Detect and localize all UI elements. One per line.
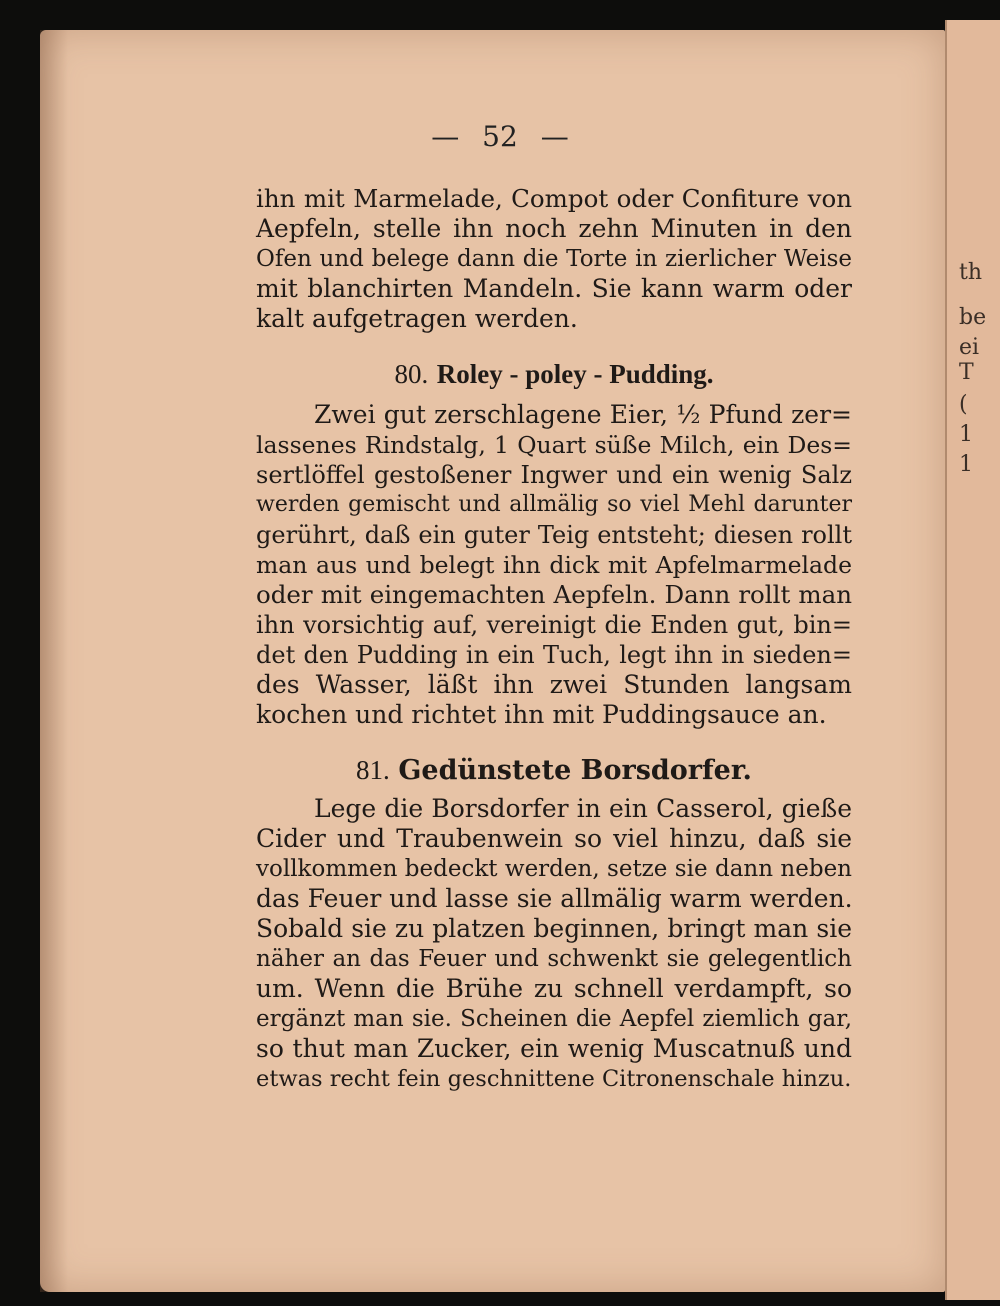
text-line: mit blanchirten Mandeln. Sie kann warm oder bbox=[256, 274, 852, 303]
text-line: Cider und Traubenwein so viel hinzu, daß sie bbox=[256, 824, 852, 853]
recipe-number: 80. bbox=[394, 359, 429, 389]
text-line: ihn mit Marmelade, Compot oder Confiture von bbox=[256, 184, 852, 213]
text-line: Zwei gut zerschlagene Eier, ½ Pfund zer= bbox=[314, 400, 852, 429]
text-line: um. Wenn die Brühe zu schnell verdampft, so bbox=[256, 974, 852, 1003]
adjacent-page-fragment: ( bbox=[959, 392, 968, 417]
text-line: etwas recht fein geschnittene Citronenschale hinzu. bbox=[256, 1066, 852, 1092]
text-line: Sobald sie zu platzen beginnen, bringt man sie bbox=[256, 914, 852, 943]
adjacent-page-fragment: 1 bbox=[959, 452, 973, 477]
text-line: das Feuer und lasse sie allmälig warm werden. bbox=[256, 884, 853, 913]
text-line: det den Pudding in ein Tuch, legt ihn in sieden= bbox=[256, 641, 852, 669]
adjacent-page-fragment: th bbox=[959, 260, 983, 285]
text-line: vollkommen bedeckt werden, setze sie dann neben bbox=[256, 856, 852, 882]
recipe-81-body bbox=[256, 794, 852, 1094]
adjacent-page-fragment: be bbox=[959, 305, 987, 330]
text-line: Ofen und belege dann die Torte in zierlicher Weise bbox=[256, 246, 852, 272]
adjacent-page-fragment: T bbox=[959, 360, 974, 385]
text-line: gerührt, daß ein guter Teig entsteht; diesen rollt bbox=[256, 521, 852, 549]
recipe-number: 81. bbox=[356, 755, 390, 785]
page-gutter-shadow bbox=[40, 30, 68, 1292]
text-line: kalt aufgetragen werden. bbox=[256, 304, 578, 333]
text-line: oder mit eingemachten Aepfeln. Dann rollt man bbox=[256, 580, 852, 609]
recipe-80-body bbox=[256, 400, 852, 730]
text-line: sertlöffel gestoßener Ingwer und ein wenig Salz bbox=[256, 461, 852, 489]
text-line: Aepfeln, stelle ihn noch zehn Minuten in den bbox=[256, 214, 852, 243]
adjacent-page-fragment: ei bbox=[959, 335, 980, 360]
adjacent-page-edge bbox=[945, 20, 1000, 1300]
text-line: so thut man Zucker, ein wenig Muscatnuß und bbox=[256, 1034, 852, 1063]
text-line: lassenes Rindstalg, 1 Quart süße Milch, ein Des= bbox=[256, 431, 852, 459]
recipe-81-heading bbox=[256, 748, 852, 792]
text-line: man aus und belegt ihn dick mit Apfelmarmelade bbox=[256, 551, 852, 579]
text-line: kochen und richtet ihn mit Puddingsauce an. bbox=[256, 700, 827, 729]
text-line: näher an das Feuer und schwenkt sie gelegentlich bbox=[256, 946, 852, 972]
adjacent-page-fragment: 1 bbox=[959, 422, 973, 447]
text-line: des Wasser, läßt ihn zwei Stunden langsam bbox=[256, 670, 852, 699]
text-line: werden gemischt und allmälig so viel Mehl darunter bbox=[256, 492, 852, 517]
text-line: Lege die Borsdorfer in ein Casserol, gieße bbox=[314, 794, 852, 823]
page-number: — 52 — bbox=[431, 120, 569, 153]
text-line: ihn vorsichtig auf, vereinigt die Enden gut, bin= bbox=[256, 611, 852, 639]
recipe-title: Gedünstete Borsdorfer. bbox=[398, 755, 752, 786]
text-line: ergänzt man sie. Scheinen die Aepfel ziemlich gar, bbox=[256, 1006, 852, 1032]
recipe-title: Roley - poley - Pudding. bbox=[436, 359, 714, 389]
paragraph-continued bbox=[256, 184, 852, 334]
recipe-80-heading bbox=[256, 352, 852, 396]
